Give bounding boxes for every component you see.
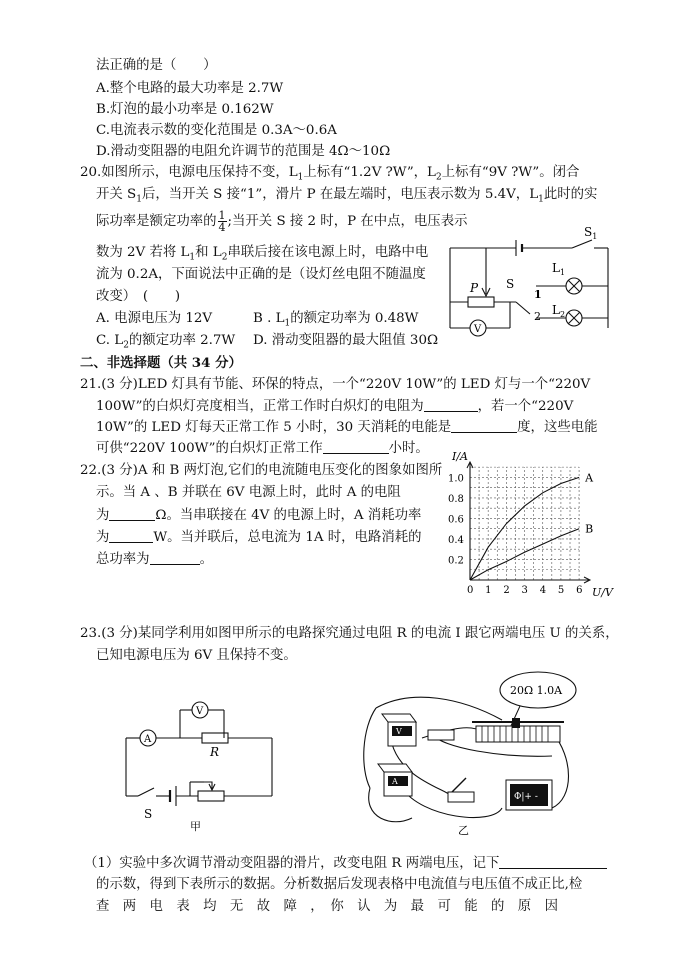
label-terminal-2: 2 (534, 310, 541, 323)
x-tick-label: 6 (576, 585, 583, 596)
q22-line-2: 示。当 A 、B 并联在 6V 电源上时，此时 A 的电阻 (96, 485, 401, 500)
switch-device (448, 778, 474, 802)
voltmeter-icon: V (474, 324, 482, 335)
chart-grid (470, 467, 579, 580)
battery-device (506, 780, 552, 810)
apparatus-diagram-yi (352, 668, 580, 840)
label-l2: $L_2$ (552, 303, 566, 319)
y-tick-label: 0.6 (448, 514, 464, 526)
svg-text:Φ|+ -: Φ|+ - (514, 792, 538, 802)
y-tick-label: 0.8 (448, 493, 464, 505)
q20-circuit-diagram (440, 224, 620, 342)
label-s: S (506, 277, 515, 291)
y-tick-label: 1.0 (448, 473, 464, 485)
answer-blank[interactable] (424, 397, 478, 412)
q20-line-5: 流为 0.2A，下面说法中正确的是（设灯丝电阻不随温度 (96, 267, 426, 282)
answer-blank[interactable] (150, 550, 200, 565)
q20-option-c: C. $L_2$的额定功率 2.7W (96, 333, 236, 351)
q23-part1-line-2: 的示数，得到下表所示的数据。分析数据后发现表格中电流值与电压值不成正比,检 (96, 877, 583, 892)
label-l1: $L_1$ (552, 261, 566, 277)
x-tick-label: 2 (503, 585, 510, 596)
q19-option-c: C.电流表示数的变化范围是 0.3A～0.6A (96, 123, 337, 138)
q21-line-4: 可供“220V 100W”的白炽灯正常工作 小时。 (96, 441, 429, 456)
q22-line-3: 为 Ω。当串联接在 4V 的电源上时，A 消耗功率 (96, 508, 422, 523)
q20-option-b: B . $L_1$的额定功率为 0.48W (253, 311, 419, 329)
label-r: R (210, 745, 220, 759)
q21-line-3: 10W”的 LED 灯每天正常工作 5 小时，30 天消耗的电能是 度，这些电能 (96, 420, 598, 435)
q20-option-a: A. 电源电压为 12V (96, 311, 213, 326)
svg-text:A: A (392, 777, 398, 786)
answer-blank[interactable] (451, 418, 517, 433)
q20-option-d: D. 滑动变阻器的最大阻值 30Ω (253, 333, 439, 348)
chart-y-axis-label: I/A (452, 450, 468, 463)
q19-option-b: B.灯泡的最小功率是 0.162W (96, 102, 274, 117)
series-label-a: A (585, 471, 594, 485)
q19-option-a: A.整个电路的最大功率是 2.7W (96, 81, 284, 96)
label-terminal-1: 1 (534, 288, 542, 301)
answer-blank[interactable] (109, 506, 155, 521)
series-label-b: B (585, 522, 594, 536)
label-s1: $S_1$ (584, 225, 598, 241)
y-tick-label: 0.2 (448, 555, 464, 567)
ammeter-icon: A (144, 734, 152, 745)
q22-line-5: 总功率为 。 (96, 552, 213, 567)
label-p: P (470, 281, 479, 295)
svg-text:V: V (396, 727, 402, 736)
fraction-one-quarter: $\frac{1}{4}$ (218, 209, 226, 234)
ammeter-device (378, 764, 412, 796)
x-tick-label: 3 (521, 585, 528, 596)
section-heading: 二、非选择题（共 34 分） (80, 355, 242, 371)
voltmeter-device (382, 714, 416, 746)
label-s: S (144, 807, 153, 821)
caption-jia: 甲 (190, 820, 201, 833)
x-tick-label: 5 (557, 585, 565, 596)
q23-part1-line-1: （1）实验中多次调节滑动变阻器的滑片，改变电阻 R 两端电压，记下 (84, 854, 607, 873)
answer-blank[interactable] (499, 854, 607, 869)
q20-line-1: 20.如图所示，电源电压保持不变，$L_1$上标有“1.2V ?W”，$L_2$上标有“9V ?W”。闭合 (80, 165, 580, 183)
q20-line-2: 开关 $S_1$后，当开关 S 接“1”，滑片 P 在最左端时，电压表示数为 5.4V，$L_1$此时的实 (96, 187, 598, 205)
circuit-diagram-jia (118, 696, 278, 836)
x-tick-label: 1 (485, 585, 492, 596)
q22-line-4: 为 W。当并联后，总电流为 1A 时，电路消耗的 (96, 530, 422, 545)
iv-chart (446, 446, 616, 606)
rheostat-rating: 20Ω 1.0A (510, 684, 563, 697)
q20-line-6: 改变） ( ) (96, 289, 181, 304)
resistor-device (428, 730, 454, 740)
q21-line-1: 21.(3 分)LED 灯具有节能、环保的特点，一个“220V 10W”的 LED 灯与一个“220V (80, 377, 591, 392)
voltmeter-icon: V (196, 706, 204, 717)
answer-blank[interactable] (323, 439, 389, 454)
q19-stem-tail: 法正确的是（ ） (96, 58, 217, 73)
q20-line-3: 际功率是额定功率的 $\frac{1}{4}$ ;当开关 S 接 2 时，P 在中点，电压表示 (96, 209, 468, 234)
caption-yi: 乙 (458, 824, 469, 837)
q23-line-2: 已知电源电压为 6V 且保持不变。 (96, 648, 297, 663)
x-tick-label: 0 (467, 585, 474, 596)
q22-line-1: 22.(3 分)A 和 B 两灯泡,它们的电流随电压变化的图象如图所 (80, 463, 443, 478)
q21-line-2: 100W”的白炽灯亮度相当，正常工作时白炽灯的电阻为 ，若一个“220V (96, 399, 574, 414)
q20-line-4: 数为 2V 若将 $L_1$和 $L_2$串联后接在该电源上时，电路中电 (96, 245, 429, 263)
q19-option-d: D.滑动变阻器的电阻允许调节的范围是 4Ω～10Ω (96, 144, 391, 159)
x-tick-label: 4 (539, 585, 547, 596)
y-tick-label: 0.4 (448, 534, 464, 546)
answer-blank[interactable] (109, 528, 153, 543)
chart-x-axis-label: U/V (592, 586, 613, 599)
rheostat-device (472, 718, 564, 742)
q23-line-1: 23.(3 分)某同学利用如图甲所示的电路探究通过电阻 R 的电流 I 跟它两端电压 U 的关系， (80, 626, 619, 641)
q23-part1-line-3: 查 两 电 表 均 无 故 障 ， 你 认 为 最 可 能 的 原 因 (96, 899, 558, 914)
